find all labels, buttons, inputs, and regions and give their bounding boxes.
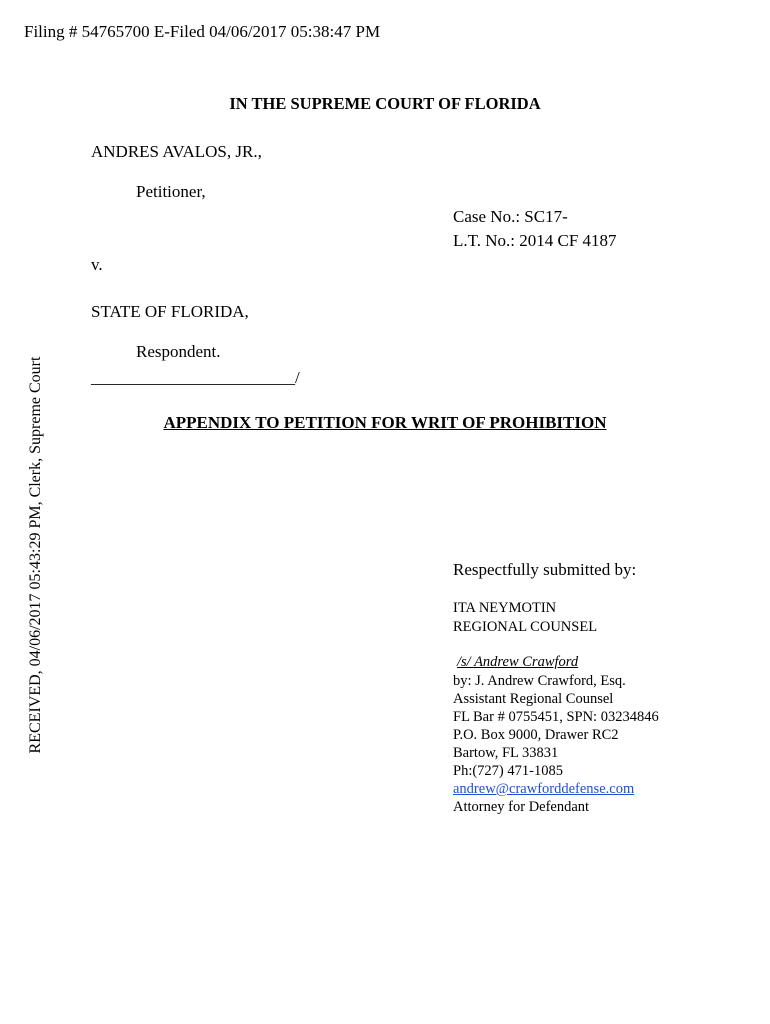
petitioner-role: Petitioner, xyxy=(136,182,206,201)
caption-rule-line: ________________________/ xyxy=(91,368,300,387)
city-state-zip: Bartow, FL 33831 xyxy=(453,745,559,761)
signature-text: /s/ Andrew Crawford xyxy=(457,654,579,670)
bar-number: FL Bar # 0755451, SPN: 03234846 xyxy=(453,709,659,725)
signature-intro: Respectfully submitted by: xyxy=(453,560,637,579)
document-title: APPENDIX TO PETITION FOR WRIT OF PROHIBITION xyxy=(163,413,607,432)
case-number: Case No.: SC17- xyxy=(453,207,568,226)
lower-tribunal-number: L.T. No.: 2014 CF 4187 xyxy=(453,231,617,250)
electronic-signature xyxy=(453,654,633,671)
office-name: ITA NEYMOTIN xyxy=(453,600,557,616)
attorney-title: Assistant Regional Counsel xyxy=(453,691,614,707)
respondent-name: STATE OF FLORIDA, xyxy=(91,302,249,321)
court-title: IN THE SUPREME COURT OF FLORIDA xyxy=(229,94,541,113)
received-stamp: RECEIVED, 04/06/2017 05:43:29 PM, Clerk, Supreme Court xyxy=(27,356,44,754)
respondent-role: Respondent. xyxy=(136,342,221,361)
versus-text: v. xyxy=(91,255,103,274)
petitioner-name: ANDRES AVALOS, JR., xyxy=(91,142,262,161)
attorney-by-line: by: J. Andrew Crawford, Esq. xyxy=(453,673,626,689)
email-link[interactable]: andrew@crawforddefense.com xyxy=(453,781,635,797)
phone-number: Ph:(727) 471-1085 xyxy=(453,763,563,779)
office-title: REGIONAL COUNSEL xyxy=(453,619,598,635)
po-box: P.O. Box 9000, Drawer RC2 xyxy=(453,727,619,743)
attorney-role: Attorney for Defendant xyxy=(453,799,590,815)
filing-header: Filing # 54765700 E-Filed 04/06/2017 05:38:47 PM xyxy=(24,22,381,41)
